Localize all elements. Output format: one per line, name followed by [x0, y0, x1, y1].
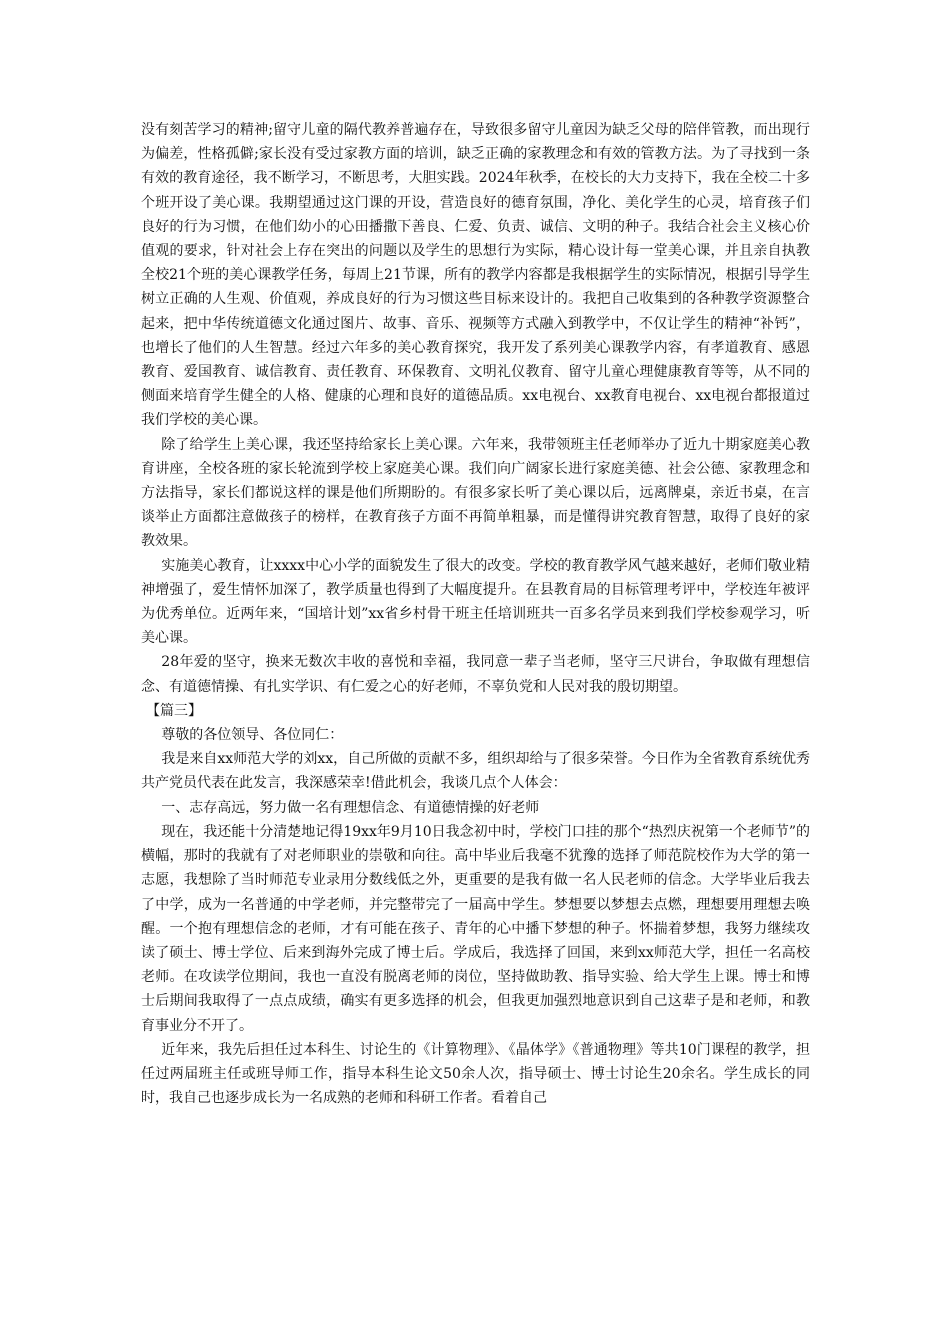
paragraph-3: 实施美心教育，让xxxx中心小学的面貌发生了很大的改变。学校的教育教学风气越来越好，老师们敬业精神增强了，爱生情怀加深了，教学质量也得到了大幅度提升。在县教育局的目标管理考评中，学校连年被评为优秀单位。近两年来，“国培计划”xx省乡村骨干班主任培训班共一百多名学员来到我们学校参观学习，听美心课。 [141, 557, 810, 647]
paragraph-4: 28年爱的坚守，换来无数次丰收的喜悦和幸福，我同意一辈子当老师，坚守三尺讲台，争取做有理想信念、有道德情操、有扎实学识、有仁爱之心的好老师，不辜负党和人民对我的殷切期望。 [141, 654, 810, 695]
subheading-1: 一、志存高远，努力做一名有理想信念、有道德情操的好老师 [161, 799, 540, 816]
section-heading: 【篇三】 [146, 702, 202, 719]
paragraph-2: 除了给学生上美心课，我还坚持给家长上美心课。六年来，我带领班主任老师举办了近九十期家庭美心教育讲座，全校各班的家长轮流到学校上家庭美心课。我们向广阔家长进行家庭美德、社会公德、家教理念和方法指导，家长们都说这样的课是他们所期盼的。有很多家长听了美心课以后，远离牌桌，亲近书桌，在言谈举止方面都注意做孩子的榜样，在教育孩子方面不再简单粗暴，而是懂得讲究教育智慧，取得了良好的家教效果。 [141, 436, 810, 550]
paragraph-6: 近年来，我先后担任过本科生、讨论生的《计算物理》、《晶体学》《普通物理》等共10门课程的教学，担任过两届班主任或班导师工作，指导本科生论文50余人次，指导硕士、博士讨论生20余名。学生成长的同时，我自己也逐步成长为一名成熟的老师和科研工作者。看着自己 [141, 1041, 810, 1107]
document-page [141, 118, 810, 1110]
paragraph-intro: 我是来自xx师范大学的刘xx，自己所做的贡献不多，组织却给与了很多荣誉。今日作为全省教育系统优秀共产党员代表在此发言，我深感荣幸!借此机会，我谈几点个人体会： [141, 751, 810, 792]
salutation: 尊敬的各位领导、各位同仁： [161, 727, 344, 744]
paragraph-5: 现在，我还能十分清楚地记得19xx年9月10日我念初中时，学校门口挂的那个“热烈庆祝第一个老师节”的横幅，那时的我就有了对老师职业的崇敬和向往。高中毕业后我毫不犹豫的选择了师范院校作为大学的第一志愿，我想除了当时师范专业录用分数线低之外，更重要的是我有做一名人民老师的信念。大学毕业后我去了中学，成为一名普通的中学老师，并完整带完了一届高中学生。梦想要以梦想去点燃，理想要用理想去唤醒。一个抱有理想信念的老师，才有可能在孩子、青年的心中播下梦想的种子。怀揣着梦想，我努力继续攻读了硕士、博士学位、后来到海外完成了博士后。学成后，我选择了回国，来到xx师范大学，担任一名高校老师。在攻读学位期间，我也一直没有脱离老师的岗位，坚持做助教、指导实验、给大学生上课。博士和博士后期间我取得了一点点成绩，确实有更多选择的机会，但我更加强烈地意识到自己这辈子是和老师，和教育事业分不开了。 [141, 823, 810, 1034]
paragraph-1: 没有刻苦学习的精神;留守儿童的隔代教养普遍存在，导致很多留守儿童因为缺乏父母的陪伴管教，而出现行为偏差，性格孤僻;家长没有受过家教方面的培训，缺乏正确的家教理念和有效的管教方法。为了寻找到一条有效的教育途径，我不断学习，不断思考，大胆实践。2024年秋季，在校长的大力支持下，我在全校二十多个班开设了美心课。我期望通过这门课的开设，营造良好的德育氛围，净化、美化学生的心灵，培育孩子们良好的行为习惯，在他们幼小的心田播撒下善良、仁爱、负责、诚信、文明的种子。我结合社会主义核心价值观的要求，针对社会上存在突出的问题以及学生的思想行为实际，精心设计每一堂美心课，并且亲自执教全校21个班的美心课教学任务，每周上21节课，所有的教学内容都是我根据学生的实际情况，根据引导学生树立正确的人生观、价值观，养成良好的行为习惯这些目标来设计的。我把自己收集到的各种教学资源整合起来，把中华传统道德文化通过图片、故事、音乐、视频等方式融入到教学中，不仅让学生的精神“补钙”，也增长了他们的人生智慧。经过六年多的美心教育探究，我开发了系列美心课教学内容，有孝道教育、感恩教育、爱国教育、诚信教育、责任教育、环保教育、文明礼仪教育、留守儿童心理健康教育等等，从不同的侧面来培育学生健全的人格、健康的心理和良好的道德品质。xx电视台、xx教育电视台、xx电视台都报道过我们学校的美心课。 [141, 122, 810, 429]
